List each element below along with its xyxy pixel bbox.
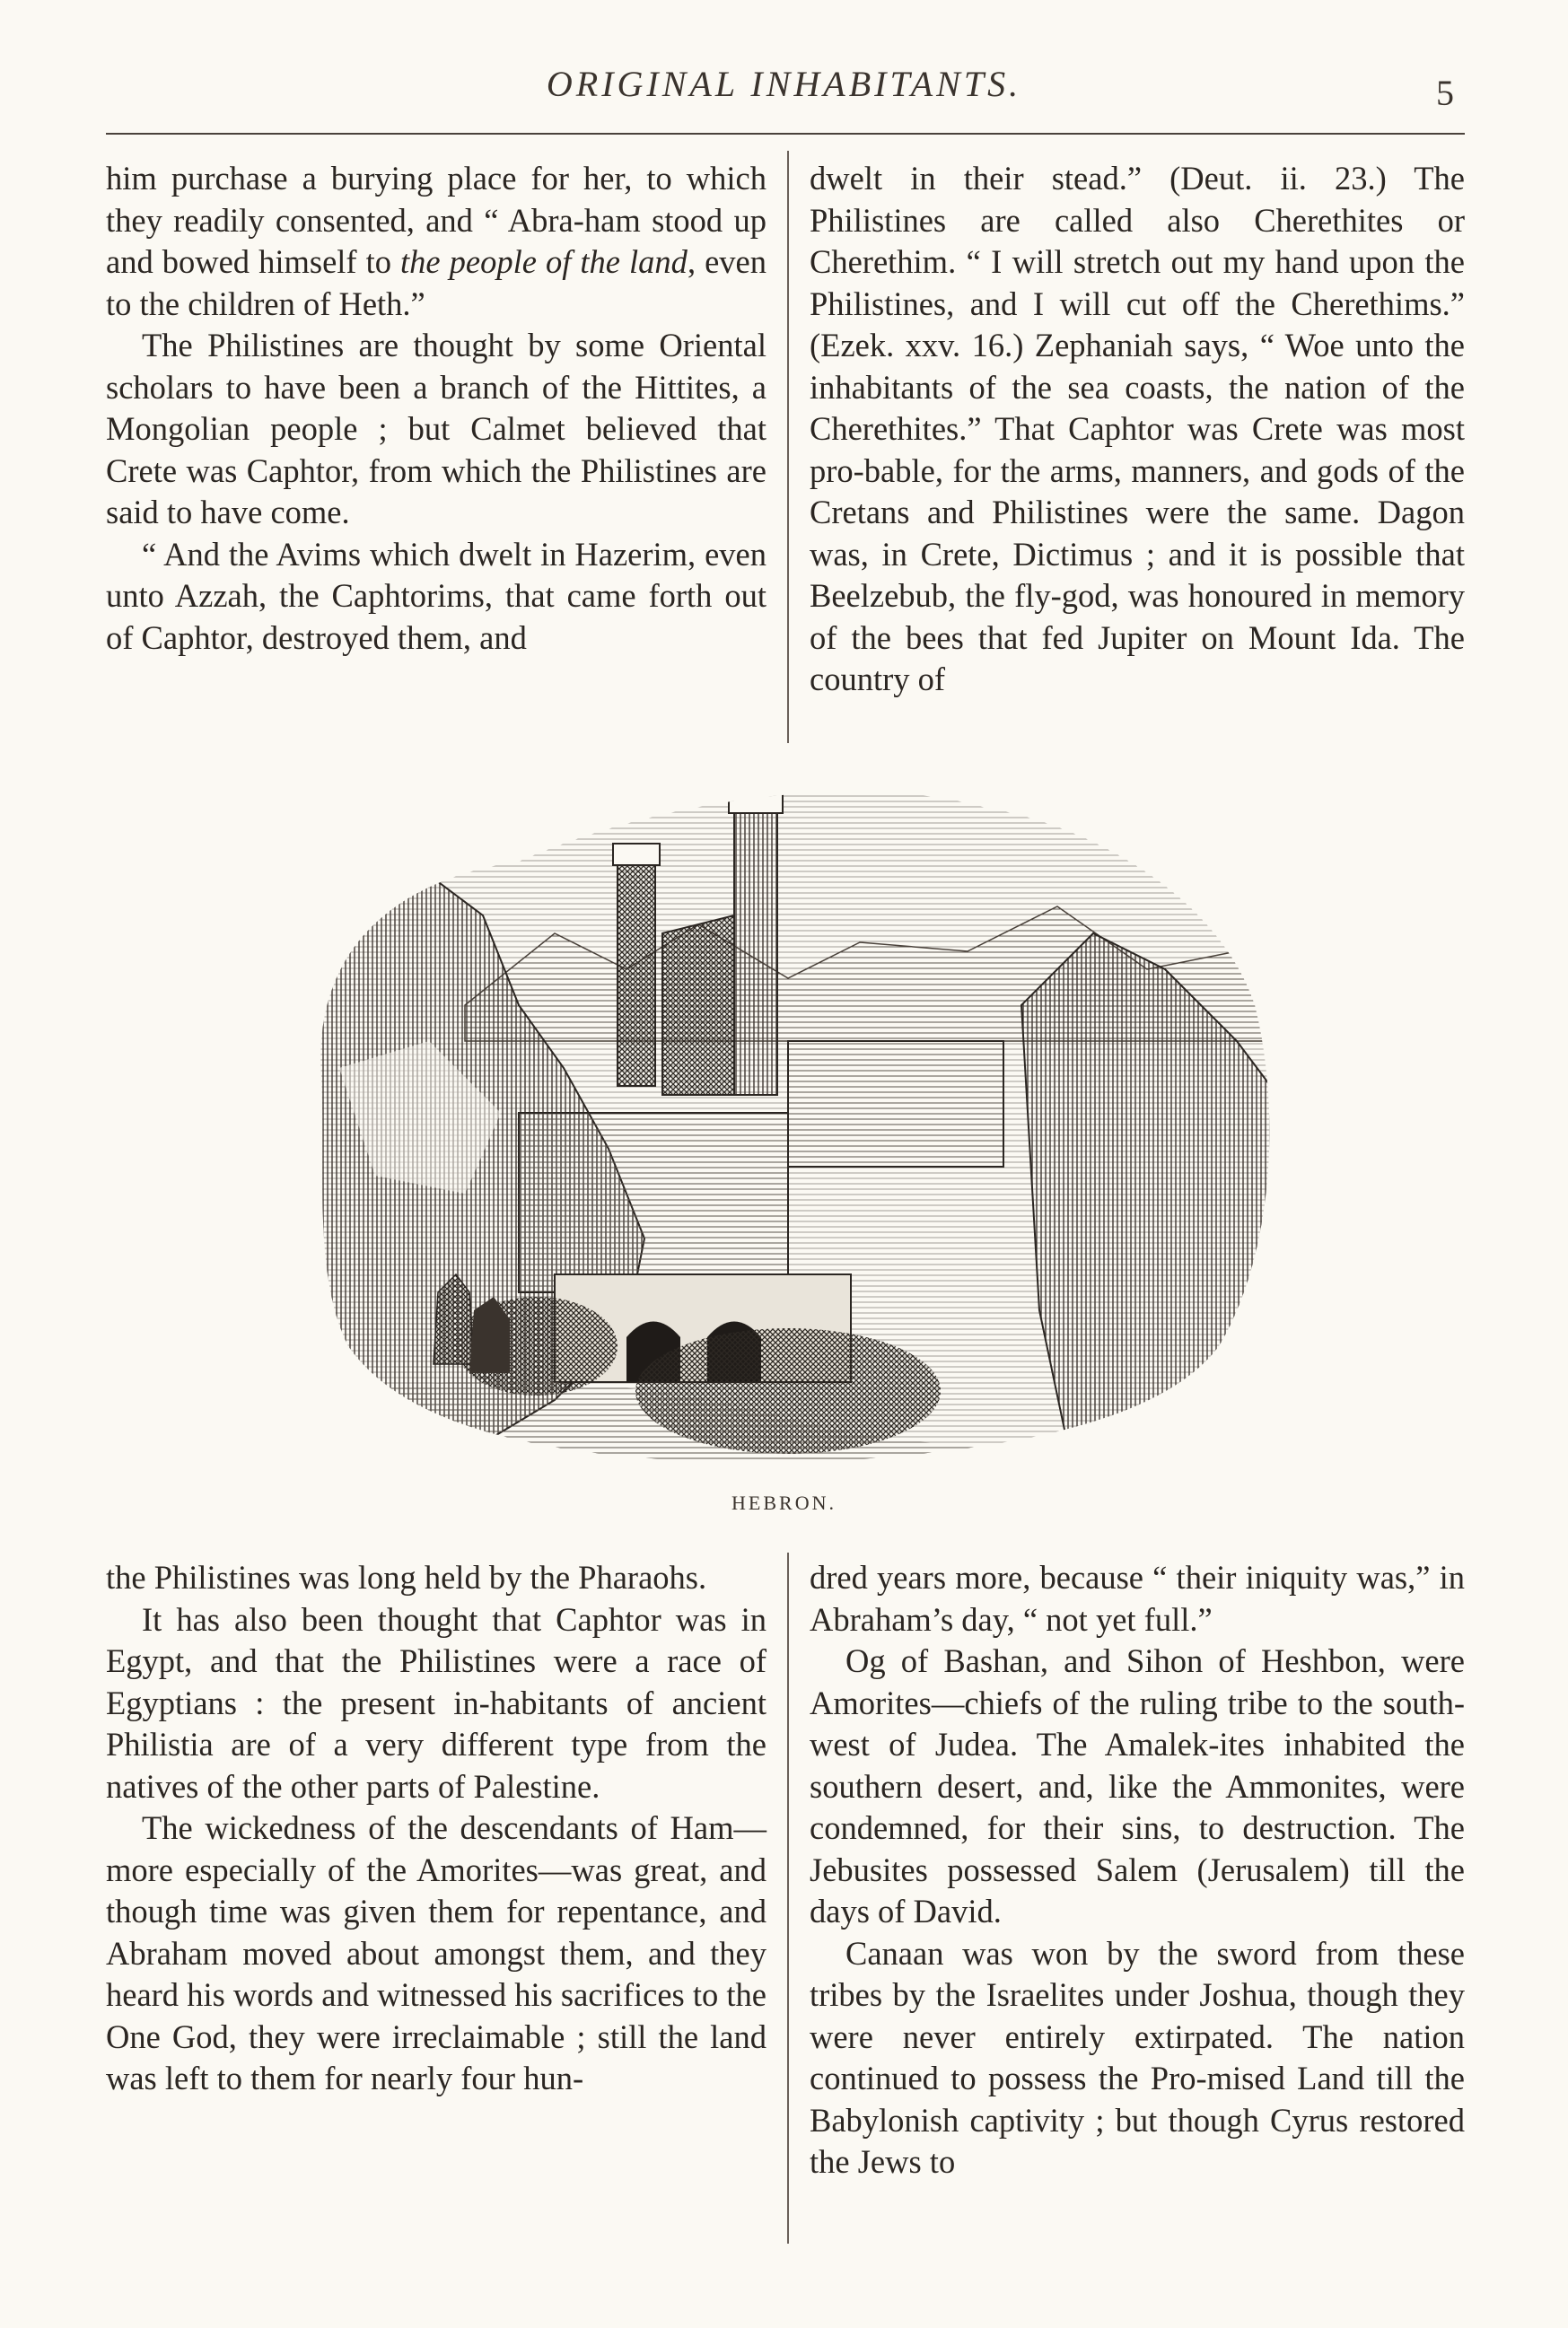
paragraph: “ And the Avims which dwelt in Hazerim, even unto Azzah, the Caphtorims, that came forth out of Caphtor, destroyed them, and xyxy=(106,535,766,656)
paragraph: dwelt in their stead.” (Deut. ii. 23.) The Philistines are called also Cherethites or Cherethim. “ I will stretch out my hand upon the Philistines, and I will cut off the Cherethims.” (Ezek. xxv. 16.) Zephaniah says, “ Woe unto the inhabitants of the sea coasts, the nation of the Cherethites.” That Caphtor was Crete was most pro-bable, for the arms, manners, and gods of the Cretans and Philistines were the same. Dagon was, in Crete, Dictimus ; and it is possible that Beelzebub, the fly-god, was honoured in memory of the bees that fed Jupiter on Mount Ida. The country of xyxy=(810,160,1465,697)
paragraph: dred years more, because “ their iniquity was,” in Abraham’s day, “ not yet full.” xyxy=(810,1559,1465,1638)
page-number: 5 xyxy=(1436,73,1454,113)
column-divider-top xyxy=(787,151,789,743)
bottom-left-column xyxy=(106,1557,766,2100)
engraving-scene xyxy=(285,772,1291,1481)
paragraph: The Philistines are thought by some Oriental scholars to have been a branch of the Hittites, a Mongolian people ; but Calmet believed that Crete was Caphtor, from which the Philistines are said to have come. xyxy=(106,327,766,530)
column-divider-bottom xyxy=(787,1553,789,2244)
paragraph: the Philistines was long held by the Pharaohs. xyxy=(106,1559,707,1596)
paragraph: The wickedness of the descendants of Ham—more especially of the Amorites—was great, and though time was given them for repentance, and Abraham moved about amongst them, and they heard his words and witnessed his sacrifices to the One God, they were irreclaimable ; still the land was left to them for nearly four hun- xyxy=(106,1809,766,2096)
paragraph: It has also been thought that Caphtor was in Egypt, and that the Philistines were a race of Egyptians : the present in-habitants of ancient Philistia are of a very different type from the natives of the other parts of Palestine. xyxy=(106,1600,766,1805)
header-rule xyxy=(106,133,1465,135)
hebron-engraving xyxy=(285,772,1291,1481)
running-title: ORIGINAL INHABITANTS. xyxy=(546,64,1022,104)
top-left-column xyxy=(106,158,766,659)
paragraph: Canaan was won by the sword from these tribes by the Israelites under Joshua, though they were never entirely extirpated. The nation continued to possess the Pro-mised Land till the Babylonish captivity ; but though Cyrus restored the Jews to xyxy=(810,1934,1465,2180)
bottom-right-column xyxy=(810,1557,1465,2184)
top-right-column xyxy=(810,158,1465,701)
paragraph: Og of Bashan, and Sihon of Heshbon, were Amorites—chiefs of the ruling tribe to the south-west of Judea. The Amalek-ites inhabited the southern desert, and, like the Ammonites, were condemned, for their sins, to destruction. The Jebusites possessed Salem (Jerusalem) till the days of David. xyxy=(810,1642,1465,1930)
illustration-caption: HEBRON. xyxy=(731,1492,837,1514)
paragraph: him purchase a burying place for her, to which they readily consented, and “ Abra-ham stood up and bowed himself to the people of the land, even to the children of Heth.” xyxy=(106,160,766,322)
